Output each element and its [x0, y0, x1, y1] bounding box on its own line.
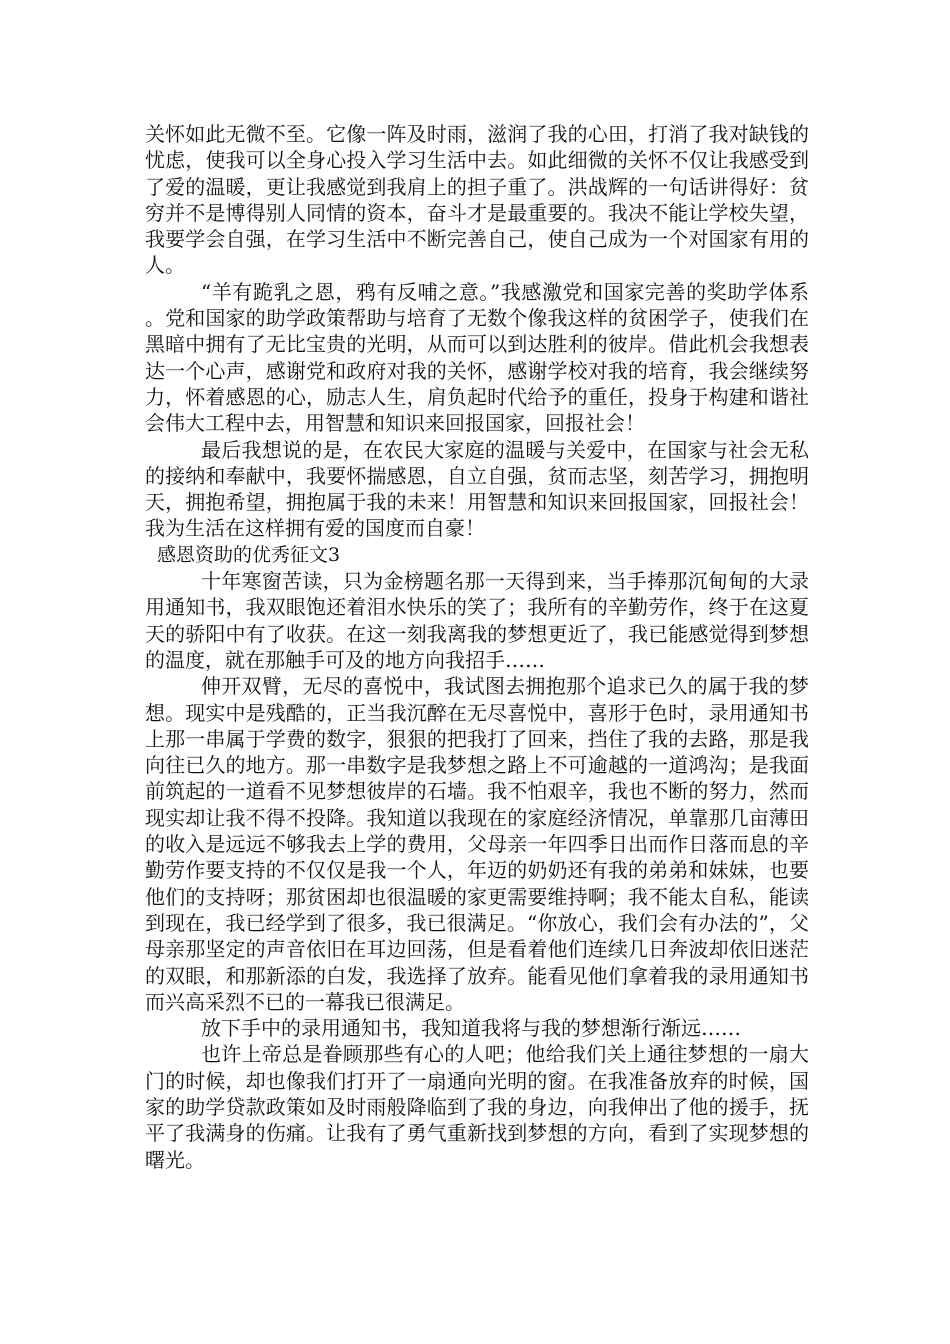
document-page — [145, 121, 809, 1173]
paragraph-5: 伸开双臂，无尽的喜悦中，我试图去拥抱那个追求已久的属于我的梦想。现实中是残酷的，正当我沉醉在无尽喜悦中，喜形于色时，录用通知书上那一串属于学费的数字，狠狠的把我打了回来，挡住了我的去路，那是我向往已久的地方。那一串数字是我梦想之路上不可逾越的一道鸿沟；是我面前筑起的一道看不见梦想彼岸的石墙。我不怕艰辛，我也不断的努力，然而现实却让我不得不投降。我知道以我现在的家庭经济情况，单靠那几亩薄田的收入是远远不够我去上学的费用，父母亲一年四季日出而作日落而息的辛勤劳作要支持的不仅仅是我一个人，年迈的奶奶还有我的弟弟和妹妹，也要他们的支持呀；那贫困却也很温暖的家更需要维持啊；我不能太自私，能读到现在，我已经学到了很多，我已很满足。“你放心，我们会有办法的”，父母亲那坚定的声音依旧在耳边回荡，但是看着他们连续几日奔波却依旧迷茫的双眼，和那新添的白发，我选择了放弃。能看见他们拿着我的录用通知书而兴高采烈不已的一幕我已很满足。 — [145, 674, 809, 1014]
paragraph-6: 放下手中的录用通知书，我知道我将与我的梦想渐行渐远…… — [201, 1016, 741, 1041]
paragraph-3: 最后我想说的是，在农民大家庭的温暖与关爱中，在国家与社会无私的接纳和奉献中，我要怀揣感恩，自立自强，贫而志坚，刻苦学习，拥抱明天，拥抱希望，拥抱属于我的未来！用智慧和知识来回报国家，回报社会！我为生活在这样拥有爱的国度而自豪！ — [145, 437, 809, 541]
paragraph-4: 十年寒窗苦读，只为金榜题名那一天得到来，当手捧那沉甸甸的大录用通知书，我双眼饱还着泪水快乐的笑了；我所有的辛勤劳作，终于在这夏天的骄阳中有了收获。在这一刻我离我的梦想更近了，我已能感觉得到梦想的温度，就在那触手可及的地方向我招手…… — [145, 569, 809, 672]
paragraph-2: “羊有跪乳之恩，鸦有反哺之意。”我感激党和国家完善的奖助学体系。党和国家的助学政策帮助与培育了无数个像我这样的贫困学子，使我们在黑暗中拥有了无比宝贵的光明，从而可以到达胜利的彼岸。借此机会我想表达一个心声，感谢党和政府对我的关怀，感谢学校对我的培育，我会继续努力，怀着感恩的心，励志人生，肩负起时代给予的重任，投身于构建和谐社会伟大工程中去，用智慧和知识来回报国家，回报社会！ — [145, 279, 809, 436]
paragraph-7: 也许上帝总是眷顾那些有心的人吧；他给我们关上通往梦想的一扇大门的时候，却也像我们打开了一扇通向光明的窗。在我准备放弃的时候，国家的助学贷款政策如及时雨般降临到了我的身边，向我伸出了他的援手，抚平了我满身的伤痛。让我有了勇气重新找到梦想的方向，看到了实现梦想的曙光。 — [145, 1042, 809, 1172]
section-heading: 感恩资助的优秀征文3 — [157, 543, 341, 566]
paragraph-1: 关怀如此无微不至。它像一阵及时雨，滋润了我的心田，打消了我对缺钱的忧虑，使我可以全身心投入学习生活中去。如此细微的关怀不仅让我感受到了爱的温暖，更让我感觉到我肩上的担子重了。洪战辉的一句话讲得好：贫穷并不是博得别人同情的资本，奋斗才是最重要的。我决不能让学校失望，我要学会自强，在学习生活中不断完善自己，使自己成为一个对国家有用的人。 — [145, 122, 809, 278]
